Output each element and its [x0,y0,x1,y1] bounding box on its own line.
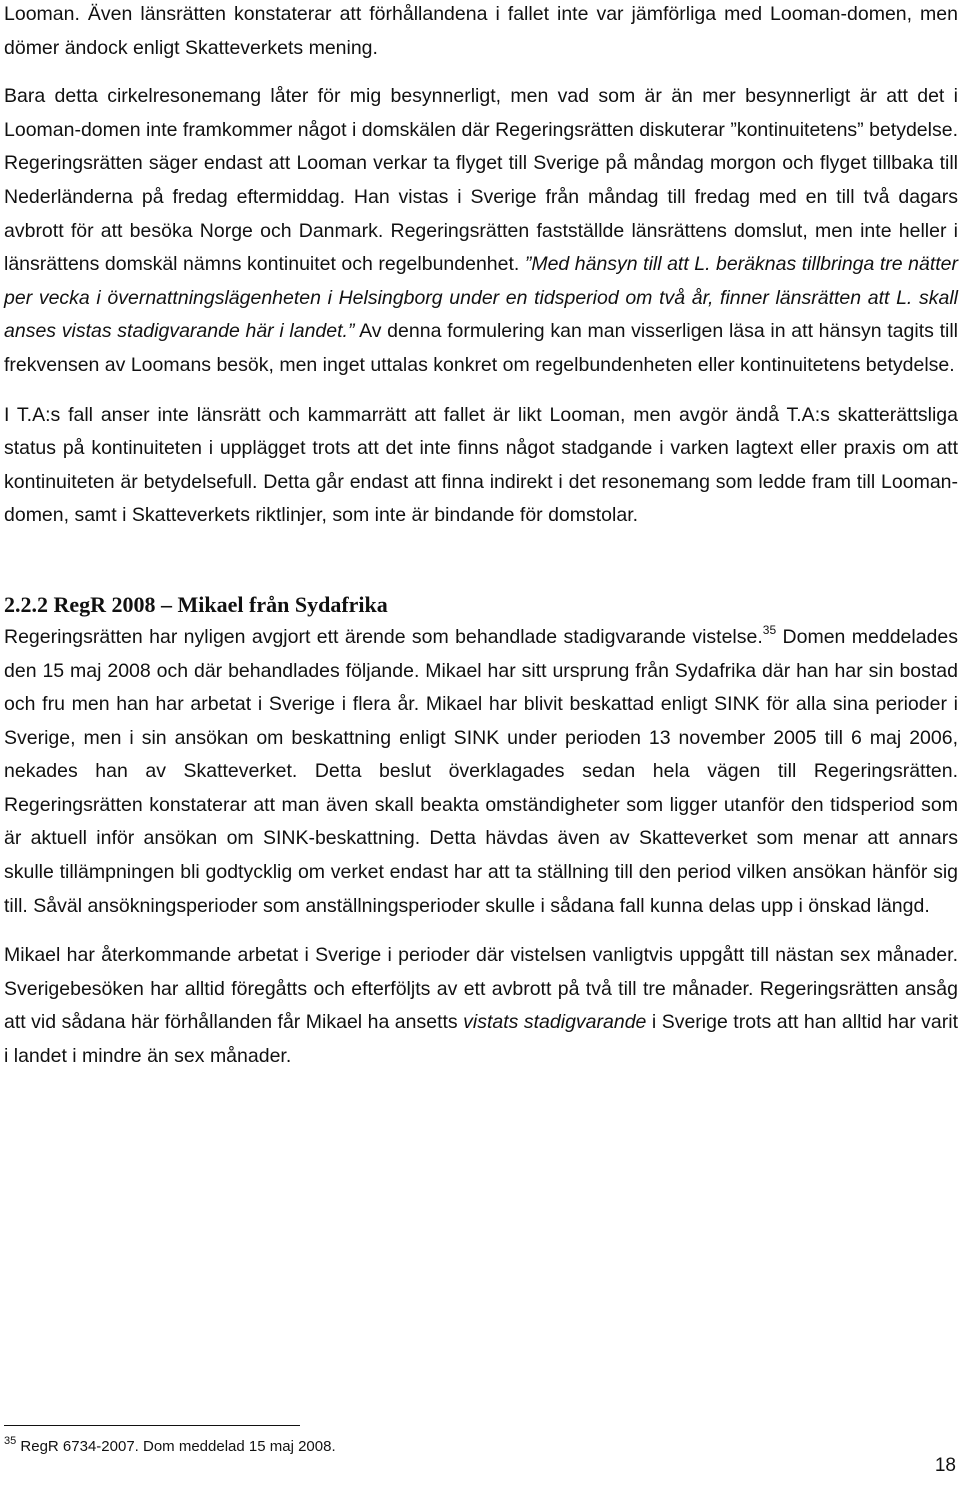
paragraph-text: Mikael har återkommande arbetat i Sverige i perioder där vistelsen vanligtvis uppgått till nästan sex månader. Sverigebesöken har alltid föregåtts och efterföljts av ett avbrott på två till tre månader. Regeringsrätten ansåg att vid sådana här förhållanden får Mikael ha ansetts [4,944,958,1034]
paragraph-text: Av denna formulering kan man visserligen läsa in att hänsyn tagits till frekvensen av Loomans besök, men inget uttalas konkret om regelbundenheten eller kontinuitetens betydelse. [4,320,958,376]
paragraph-circular-reasoning [4,80,958,382]
quote-lansratten: ”Med hänsyn till att L. beräknas tillbringa tre nätter per vecka i övernattningslägenheten i Helsingborg under en tidsperiod om två år, finner länsrätten att L. skall anses vistas stadigvarande här i landet.” [4,253,958,343]
page-number: 18 [934,1455,956,1476]
footnote [4,1436,336,1458]
footnote-reference: 35 [762,622,777,637]
footnote-divider [4,1425,300,1426]
section-heading: 2.2.2 RegR 2008 – Mikael från Sydafrika [4,591,388,617]
document-page [4,0,958,1074]
footnote-text: RegR 6734-2007. Dom meddelad 15 maj 2008. [16,1438,336,1455]
paragraph-text: Regeringsrätten har nyligen avgjort ett ärende som behandlade stadigvarande vistelse. [4,625,763,648]
paragraph-ta-case: I T.A:s fall anser inte länsrätt och kammarrätt att fallet är likt Looman, men avgör ändå T.A:s skatterättsliga status på kontinuiteten i upplägget trots att det inte finns något stadgande i varken lagtext eller praxis om att kontinuiteten är betydelsefull. Detta går endast att finna indirekt i det resonemang som ledde fram till Looman-domen, samt i Skatteverkets riktlinjer, som inte är bindande för domstolar. [4,403,958,527]
footnote-number: 35 [4,1435,17,1447]
paragraph-mikael-case [4,621,958,923]
paragraph-looman-conclusion: Looman. Även länsrätten konstaterar att förhållandena i fallet inte var jämförliga med Looman-domen, men dömer ändock enligt Skatteverkets mening. [4,3,958,59]
paragraph-mikael-periods [4,939,958,1073]
paragraph-text: i Sverige trots att han alltid har varit i landet i mindre än sex månader. [4,1011,959,1068]
term-vistats-stadigvarande: vistats stadigvarande [463,1011,647,1034]
paragraph-text: Bara detta cirkelresonemang låter för mig besynnerligt, men vad som är än mer besynnerligt är att det i Looman-domen inte framkommer något i domskälen där Regeringsrätten diskuterar ”kontinuitetens” betydelse. Regeringsrätten säger endast att Looman verkar ta flyget till Sverige på måndag morgon och flyget tillbaka till Nederländerna på fredag eftermiddag. Han vistas i Sverige från måndag till fredag med en till två dagars avbrott för att besöka Norge och Danmark. Regeringsrätten fastställde länsrättens domslut, men inte heller i länsrättens domskäl nämns kontinuitet och regelbundenhet. [4,85,958,276]
paragraph-text: Domen meddelades den 15 maj 2008 och där behandlades följande. Mikael har sitt ursprung från Sydafrika där han har sin bostad och fru men han har arbetat i Sverige i flera år. Mikael har blivit beskattad enligt SINK för alla sina perioder i Sverige, men i sin ansökan om beskattning enligt SINK under perioden 13 november 2005 till 6 maj 2006, nekades han av Skatteverket. Detta beslut överklagades sedan hela vägen till Regeringsrätten. Regeringsrätten konstaterar att man även skall beakta omständigheter som ligger utanför den tidsperiod som är aktuell inför ansökan om SINK-beskattning. Detta hävdas även av Skatteverket som menar att annars skulle tillämpningen bli godtycklig om verket endast har att ta ställning till den period vilken ansökan hänför sig till. Såväl ansökningsperioder som anställningsperioder skulle i sådana fall kunna delas upp i önskad längd. [4,625,958,917]
